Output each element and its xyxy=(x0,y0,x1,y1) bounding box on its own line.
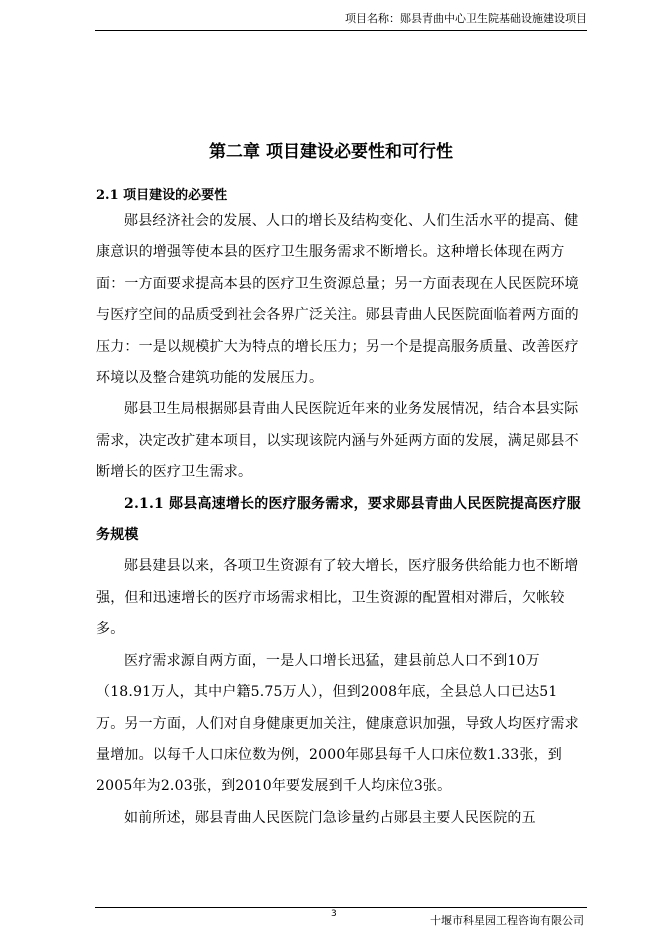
page-number: 3 xyxy=(331,909,337,919)
footer-divider xyxy=(95,907,587,908)
paragraph: 如前所述，郧县青曲人民医院门急诊量约占郧县主要人民医院的五 xyxy=(124,809,536,826)
body-text xyxy=(96,206,584,834)
footer-company: 十堰市科星园工程咨询有限公司 xyxy=(430,914,584,927)
paragraph: 郧县建县以来，各项卫生资源有了较大增长，医疗服务供给能力也不断增强，但和迅速增长的医疗市场需求相比，卫生资源的配置相对滞后，欠帐较多。 xyxy=(96,558,579,638)
page-header xyxy=(95,10,587,31)
section-heading: 2.1 项目建设的必要性 xyxy=(96,188,228,203)
paragraph: 郧县卫生局根据郧县青曲人民医院近年来的业务发展情况，结合本县实际需求，决定改扩建本项目，以实现该院内涵与外延两方面的发展，满足郧县不断增长的医疗卫生需求。 xyxy=(96,401,579,481)
header-project-name: 项目名称：郧县青曲中心卫生院基础设施建设项目 xyxy=(345,12,587,25)
subsection-heading: 2.1.1 郧县高速增长的医疗服务需求，要求郧县青曲人民医院提高医疗服务规模 xyxy=(96,495,581,544)
paragraph: 郧县经济社会的发展、人口的增长及结构变化、人们生活水平的提高、健康意识的增强等使本县的医疗卫生服务需求不断增长。这种增长体现在两方面：一方面要求提高本县的医疗卫生资源总量；另一方面表现在人民医院环境与医疗空间的品质受到社会各界广泛关注。郧县青曲人民医院面临着两方面的压力：一是以规模扩大为特点的增长压力；另一个是提高服务质量、改善医疗环境以及整合建筑功能的发展压力。 xyxy=(96,213,579,387)
chapter-title: 第二章 项目建设必要性和可行性 xyxy=(209,142,453,162)
paragraph: 医疗需求源自两方面，一是人口增长迅猛，建县前总人口不到10万（18.91万人，其中户籍5.75万人），但到2008年底，全县总人口已达51万。另一方面，人们对自身健康更加关注，健康意识加强，导致人均医疗需求量增加。以每千人口床位数为例，2000年郧县每千人口床位数1.33张，到2005年为2.03张，到2010年要发展到千人均床位3张。 xyxy=(96,652,579,795)
